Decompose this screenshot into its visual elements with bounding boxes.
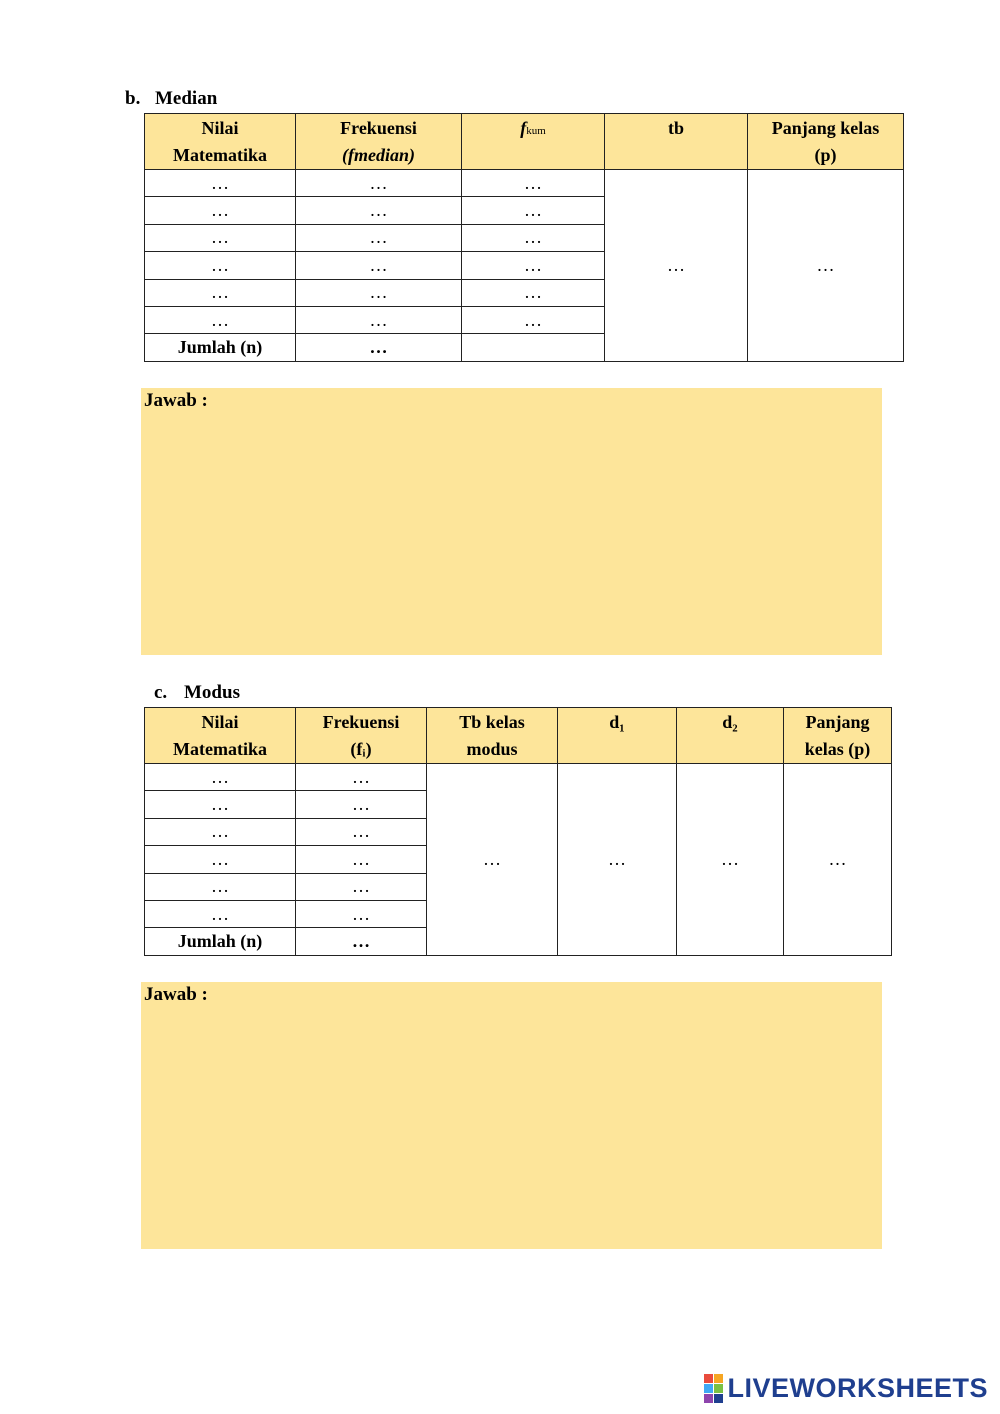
median-section-label: Median [155, 88, 218, 109]
modus-section-title [154, 682, 240, 704]
nilai-cell[interactable]: … [145, 170, 296, 197]
header-tb: tb [605, 114, 748, 170]
median-header-row [145, 114, 904, 170]
frekuensi-cell[interactable]: … [296, 846, 427, 873]
nilai-cell[interactable]: … [145, 224, 296, 251]
tb-value-cell[interactable]: … [427, 764, 558, 956]
nilai-cell[interactable]: … [145, 252, 296, 279]
frekuensi-cell[interactable]: … [296, 252, 462, 279]
modus-answer-box [141, 982, 882, 1249]
nilai-cell[interactable]: … [145, 900, 296, 927]
total-label: Jumlah (n) [145, 928, 296, 955]
nilai-cell[interactable]: … [145, 791, 296, 818]
median-answer-box [141, 388, 882, 655]
header-panjang-kelas: Panjang kelas (p) [748, 114, 904, 170]
header-d2: d₂ [677, 708, 784, 764]
d1-value-cell[interactable]: … [558, 764, 677, 956]
modus-section-label: Modus [184, 682, 240, 703]
table-row [145, 170, 904, 197]
total-label: Jumlah (n) [145, 334, 296, 361]
nilai-cell[interactable]: … [145, 279, 296, 306]
frekuensi-cell[interactable]: … [296, 170, 462, 197]
table-row [145, 764, 892, 791]
fkum-cell[interactable]: … [462, 252, 605, 279]
frekuensi-cell[interactable]: … [296, 197, 462, 224]
median-section-letter: b. [125, 88, 141, 109]
empty-cell [462, 334, 605, 361]
header-frekuensi-median: Frekuensi (fmedian) [296, 114, 462, 170]
frekuensi-cell[interactable]: … [296, 279, 462, 306]
modus-answer-label: Jawab : [144, 984, 208, 1005]
frekuensi-cell[interactable]: … [296, 764, 427, 791]
liveworksheets-logo-icon [704, 1374, 723, 1403]
header-frekuensi-fi: Frekuensi (fᵢ) [296, 708, 427, 764]
fkum-cell[interactable]: … [462, 279, 605, 306]
modus-table [144, 707, 892, 956]
frekuensi-cell[interactable]: … [296, 873, 427, 900]
brand-wordmark: LIVEWORKSHEETS [727, 1373, 988, 1403]
frekuensi-cell[interactable]: … [296, 818, 427, 845]
frekuensi-cell[interactable]: … [296, 306, 462, 333]
median-table [144, 113, 904, 362]
frekuensi-cell[interactable]: … [296, 791, 427, 818]
modus-section-letter: c. [154, 682, 168, 703]
fkum-cell[interactable]: … [462, 170, 605, 197]
median-answer-label: Jawab : [144, 390, 208, 411]
modus-answer-input[interactable] [141, 1010, 882, 1249]
d2-value-cell[interactable]: … [677, 764, 784, 956]
nilai-cell[interactable]: … [145, 306, 296, 333]
nilai-cell[interactable]: … [145, 873, 296, 900]
p-value-cell[interactable]: … [748, 170, 904, 362]
total-value-cell[interactable]: … [296, 928, 427, 955]
fkum-cell[interactable]: … [462, 224, 605, 251]
nilai-cell[interactable]: … [145, 197, 296, 224]
fkum-cell[interactable]: … [462, 197, 605, 224]
frekuensi-cell[interactable]: … [296, 900, 427, 927]
header-tb-kelas-modus: Tb kelas modus [427, 708, 558, 764]
p-value-cell[interactable]: … [784, 764, 892, 956]
header-d1: d₁ [558, 708, 677, 764]
header-panjang-kelas: Panjang kelas (p) [784, 708, 892, 764]
median-section-title [125, 88, 217, 110]
header-nilai-matematika: Nilai Matematika [145, 708, 296, 764]
nilai-cell[interactable]: … [145, 818, 296, 845]
nilai-cell[interactable]: … [145, 764, 296, 791]
header-f-kum: fkum [462, 114, 605, 170]
liveworksheets-brand [704, 1373, 988, 1404]
median-answer-input[interactable] [141, 416, 882, 655]
fkum-cell[interactable]: … [462, 306, 605, 333]
modus-header-row [145, 708, 892, 764]
total-value-cell[interactable]: … [296, 334, 462, 361]
header-nilai-matematika: Nilai Matematika [145, 114, 296, 170]
nilai-cell[interactable]: … [145, 846, 296, 873]
tb-value-cell[interactable]: … [605, 170, 748, 362]
frekuensi-cell[interactable]: … [296, 224, 462, 251]
